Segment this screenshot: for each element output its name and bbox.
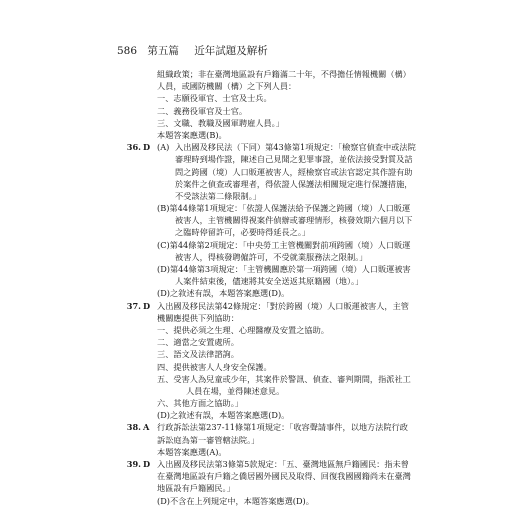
page-content <box>115 68 425 507</box>
option-label: (D) <box>157 264 170 274</box>
list-item: 一、提供必須之生理、心理醫療及安置之協助。 <box>157 324 329 335</box>
text-line: 於案件之偵查或審理者，得依證人保護法相關規定進行保護措施， <box>175 178 413 189</box>
question-answer: D <box>143 300 151 311</box>
question-number: 38. <box>126 422 141 433</box>
part-label: 第五篇 <box>147 45 179 57</box>
text-line: 審理時到場作證，陳述自己見聞之犯罪事證，並依法接受對質及詰 <box>175 154 413 165</box>
question-number: 36. <box>126 142 141 153</box>
text-line: 入出國及移民法第3條第5款規定：「五、臺灣地區無戶籍國民：指未曾 <box>157 459 409 469</box>
question-first-line <box>115 300 425 312</box>
question-first-line <box>115 141 425 153</box>
option-label: (A) <box>157 142 170 153</box>
text-line: 行政訴訟法第237-11條第1項規定：「收容聲請事件，以地方法院行政 <box>157 422 408 433</box>
text-line: 地區設有戶籍國民。」 <box>157 483 235 494</box>
option-line <box>115 239 425 251</box>
text-line: 不受該法第二條限制。」 <box>175 190 261 201</box>
answer-line: 本題答案應選(A)。 <box>157 446 227 457</box>
page-header <box>117 43 447 57</box>
list-item: 三、語文及法律諮詢。 <box>157 349 239 360</box>
question-answer: D <box>143 459 151 469</box>
question-first-line <box>115 458 425 470</box>
option-label: (C) <box>157 239 170 250</box>
text-line: 第44條第3項規定：「主管機關應於第一項跨國（境）人口販運被害 <box>169 264 411 274</box>
option-line <box>115 202 425 214</box>
list-item: 四、提供被害人人身安全保護。 <box>157 361 272 372</box>
text-line: 人案件結束後，儘速將其安全送返其原籍國（地）。」 <box>175 276 364 287</box>
text-line: 組織政策；非在臺灣地區設有戶籍滿二十年，不得擔任情報機關（構） <box>157 69 411 79</box>
text-line: 被害人，得核發聘僱許可，不受就業服務法之限制。」 <box>175 251 368 262</box>
option-line <box>115 263 425 275</box>
text-line: 機關應提供下列協助： <box>157 312 239 323</box>
text-line: 三、文職、教職及國軍聘雇人員。」 <box>157 117 284 128</box>
list-item: 六、其他方面之協助。」 <box>157 398 243 409</box>
text-line: 之臨時停留許可，必要時得延長之。」 <box>175 227 311 238</box>
text-line: 第44條第2項規定：「中央勞工主管機關對前項跨國（境）人口販運 <box>169 239 411 250</box>
list-item: 五、受害人為兒童或少年，其案件於警訊、偵查、審判期間，指派社工 <box>157 373 411 384</box>
question-first-line <box>115 421 425 433</box>
text-line: 第44條第1項規定：「依證人保護法給予保護之跨國（境）人口販運 <box>169 203 411 214</box>
text-line: 一、志願役軍官、士官及士兵。 <box>157 93 272 104</box>
question-39 <box>115 458 425 507</box>
page-number: 586 <box>117 45 138 57</box>
option-label: (B) <box>157 203 170 214</box>
text-line: 人員在場，並得陳述意見。 <box>186 385 285 396</box>
text-line: 被害人，主管機關得視案件偵辦或審理情形，核發效期六個月以下 <box>175 215 413 226</box>
answer-line: 本題答案應選(B)。 <box>157 129 227 140</box>
page-header-title: 近年試題及解析 <box>194 45 268 57</box>
text-line: 入出國及移民法第42條規定：「對於跨國（境）人口販運被害人，主管 <box>157 300 409 311</box>
question-38 <box>115 421 425 458</box>
answer-line: (D)不含在上列規定中，本題答案應選(D)。 <box>157 495 314 506</box>
intro-block <box>115 68 425 141</box>
text-line: 入出國及移民法（下同）第43條第1項規定：「檢察官偵查中或法院 <box>175 142 416 153</box>
question-37 <box>115 300 425 422</box>
text-line: 訴訟庭為第一審管轄法院。」 <box>157 434 260 445</box>
answer-line: (D)之敘述有誤，本題答案應選(D)。 <box>157 410 290 421</box>
list-item: 二、適當之安置處所。 <box>157 337 239 348</box>
text-line: 問之跨國（境）人口販運被害人，經檢察官或法官認定其作證有助 <box>175 166 413 177</box>
text-line: 二、義務役軍官及士官。 <box>157 105 248 116</box>
answer-line: (D)之敘述有誤，本題答案應選(D)。 <box>157 288 290 299</box>
question-answer: D <box>143 142 151 153</box>
question-answer: A <box>143 422 150 433</box>
question-36 <box>115 141 425 299</box>
question-number: 37. <box>126 300 141 311</box>
question-number: 39. <box>126 459 141 469</box>
text-line: 人員，或國防機關（構）之下列人員： <box>157 81 297 92</box>
text-line: 在臺灣地區設有戶籍之僑居國外國民及取得、回復我國國籍尚未在臺灣 <box>157 471 411 482</box>
